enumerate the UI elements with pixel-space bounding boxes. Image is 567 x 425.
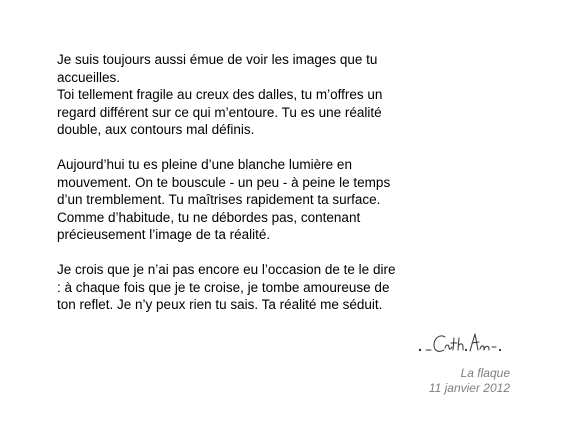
text-line: Je crois que je n’ai pas encore eu l’occasion de te le dire [57,262,396,277]
text-line: : à chaque fois que je te croise, je tombe amoureuse de [57,279,390,295]
text-line: regard différent sur ce qui m’entoure. Tu es une réalité [57,104,382,120]
text-line: Comme d’habitude, tu ne débordes pas, contenant [57,209,361,225]
caption-title: La flaque [460,366,510,380]
paragraph-2 [57,156,397,244]
paragraph-3 [57,261,397,314]
handwritten-signature [418,326,518,360]
text-line: Je suis toujours aussi émue de voir les images que tu [57,52,378,67]
caption-date: 11 janvier 2012 [428,381,510,395]
text-line: d’un tremblement. Tu maîtrises rapidement ta surface. [57,192,381,207]
text-line: double, aux contours mal définis. [57,122,255,137]
text-line: mouvement. On te bouscule - un peu - à peine le temps [57,174,391,190]
text-line: accueilles. [57,69,121,85]
text-line: précieusement l’image de ta réalité. [57,227,271,242]
text-line: ton reflet. Je n’y peux rien tu sais. Ta réalité me séduit. [57,297,383,312]
letter-body [57,51,397,314]
text-line: Aujourd’hui tu es pleine d’une blanche lumière en [57,157,352,172]
caption [429,366,510,396]
text-line: Toi tellement fragile au creux des dalles, tu m’offres un [57,87,383,102]
paragraph-1 [57,51,397,139]
